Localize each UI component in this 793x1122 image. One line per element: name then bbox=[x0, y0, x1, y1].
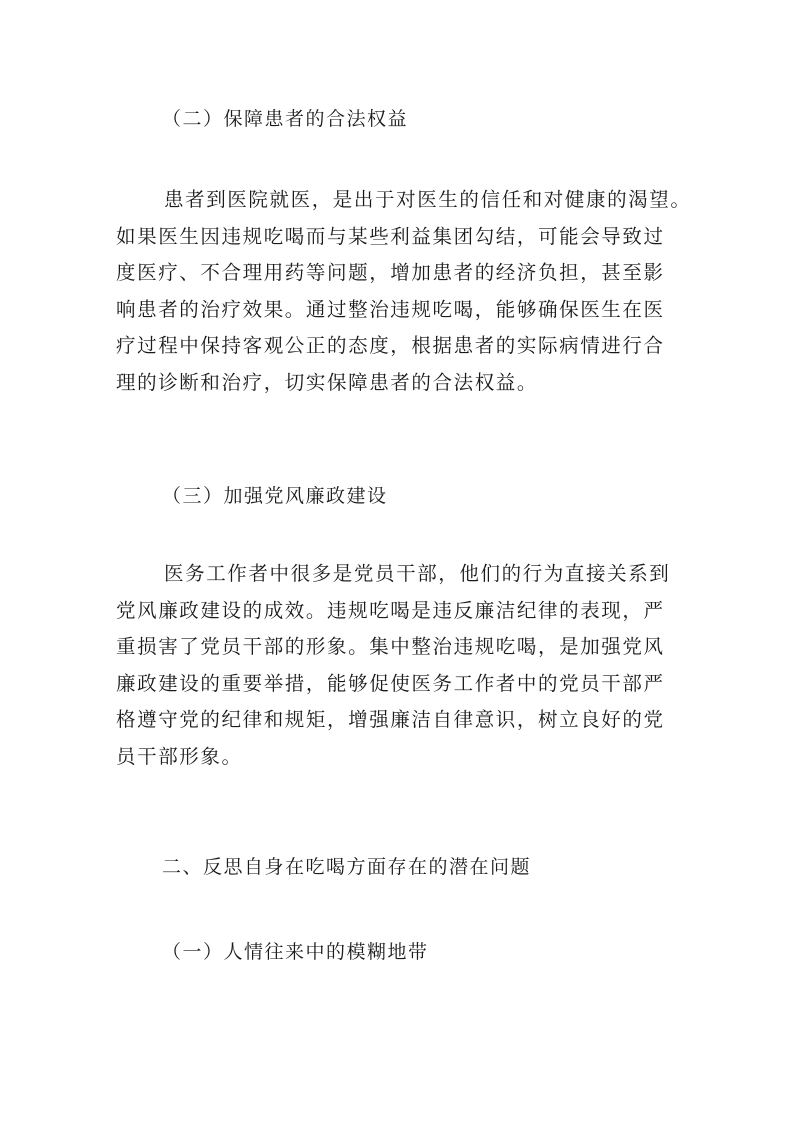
paragraph-line: 度医疗、不合理用药等问题，增加患者的经济负担，甚至影 bbox=[116, 261, 665, 284]
paragraph-party-conduct bbox=[116, 556, 696, 775]
paragraph-protect-rights bbox=[116, 182, 696, 401]
paragraph-line: 医务工作者中很多是党员干部，他们的行为直接关系到 bbox=[164, 562, 671, 585]
paragraph-line: 员干部形象。 bbox=[116, 744, 243, 768]
paragraph-line: 疗过程中保持客观公正的态度，根据患者的实际病情进行合 bbox=[116, 334, 665, 357]
section-heading-favors-gray-zone: （一）人情往来中的模糊地带 bbox=[162, 941, 429, 963]
paragraph-line: 患者到医院就医，是出于对医生的信任和对健康的渴望。 bbox=[164, 188, 692, 211]
part-heading-reflection: 二、反思自身在吃喝方面存在的潜在问题 bbox=[162, 856, 532, 878]
paragraph-line: 党风廉政建设的成效。违规吃喝是违反廉洁纪律的表现，严 bbox=[116, 598, 665, 622]
section-heading-party-conduct: （三）加强党风廉政建设 bbox=[162, 485, 388, 507]
section-heading-protect-rights: （二）保障患者的合法权益 bbox=[162, 108, 409, 130]
paragraph-line: 廉政建设的重要举措，能够促使医务工作者中的党员干部严 bbox=[116, 671, 665, 695]
paragraph-line: 格遵守党的纪律和规矩，增强廉洁自律意识，树立良好的党 bbox=[116, 708, 665, 731]
paragraph-line: 如果医生因违规吃喝而与某些利益集团勾结，可能会导致过 bbox=[116, 224, 665, 248]
paragraph-line: 重损害了党员干部的形象。集中整治违规吃喝，是加强党风 bbox=[116, 635, 665, 658]
paragraph-line: 理的诊断和治疗，切实保障患者的合法权益。 bbox=[116, 370, 539, 394]
paragraph-line: 响患者的治疗效果。通过整治违规吃喝，能够确保医生在医 bbox=[116, 297, 665, 321]
